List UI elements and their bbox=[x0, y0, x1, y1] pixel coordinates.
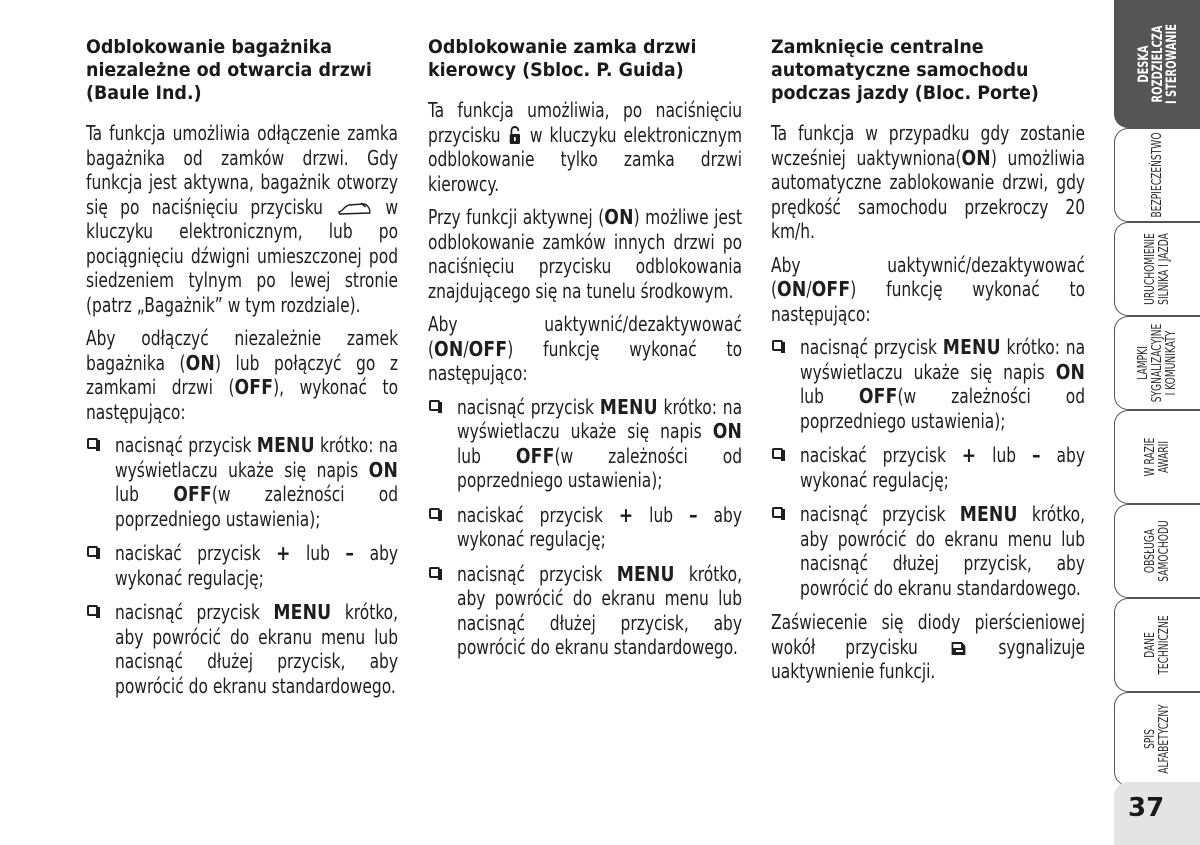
paragraph: Aby odłączyć niezależnie zamek bagażnika (ON) lub połączyć go z zamkami drzwi (OFF), wykonać to następująco: bbox=[86, 326, 399, 424]
checkbox-bullet-icon bbox=[772, 448, 783, 459]
trunk-button-icon bbox=[337, 201, 371, 217]
list-item: nacisnąć przycisk MENU krótko: na wyświetlaczu ukaże się napis ON lub OFF(w zależności od poprzedniego ustawienia); bbox=[428, 395, 742, 493]
checkbox-bullet-icon bbox=[772, 340, 783, 351]
list-item: nacisnąć przycisk MENU krótko, aby powrócić do ekranu menu lub nacisnąć dłużej przycisk, aby powrócić do ekranu standardowego. bbox=[771, 502, 1085, 600]
tab-obsluga[interactable]: OBSŁUGA SAMOCHODU bbox=[1114, 504, 1200, 598]
tab-uruchomienie[interactable]: URUCHOMIENIE SILNIKA I JAZDA bbox=[1114, 222, 1200, 316]
column-trunk-unlock bbox=[86, 36, 398, 708]
list-item: naciskać przycisk + lub – aby wykonać regulację; bbox=[86, 541, 398, 590]
checkbox-bullet-icon bbox=[429, 508, 440, 519]
checkbox-bullet-icon bbox=[87, 438, 98, 449]
checkbox-bullet-icon bbox=[87, 546, 98, 557]
list-item: nacisnąć przycisk MENU krótko, aby powrócić do ekranu menu lub nacisnąć dłużej przycisk, aby powrócić do ekranu standardowego. bbox=[428, 562, 742, 660]
instruction-list bbox=[428, 395, 742, 660]
instruction-list bbox=[771, 335, 1085, 600]
paragraph: Przy funkcji aktywnej (ON) możliwe jest odblokowanie zamków innych drzwi po naciśnięciu przycisku odblokowania znajdującego się na tunelu środkowym. bbox=[428, 205, 743, 303]
column-driver-door-unlock bbox=[428, 36, 742, 670]
page-number: 37 bbox=[1128, 793, 1165, 823]
section-title: Zamknięcie centralne automatyczne samochodu podczas jazdy (Bloc. Porte) bbox=[771, 36, 1039, 104]
checkbox-bullet-icon bbox=[87, 605, 98, 616]
padlock-open-icon bbox=[509, 126, 521, 145]
list-item: naciskać przycisk + lub – aby wykonać regulację; bbox=[771, 443, 1085, 492]
list-item: nacisnąć przycisk MENU krótko: na wyświetlaczu ukaże się napis ON lub OFF(w zależności od poprzedniego ustawienia); bbox=[771, 335, 1085, 433]
checkbox-bullet-icon bbox=[772, 507, 783, 518]
paragraph: Ta funkcja umożliwia, po naciśnięciu przycisku w kluczyku elektronicznym odblokowanie tylko zamka drzwi kierowcy. bbox=[428, 98, 743, 196]
tab-lampki[interactable]: LAMPKI SYGNALIZACYJNE I KOMUNIKATY bbox=[1114, 316, 1200, 410]
tab-bezpieczenstwo[interactable]: BEZPIECZEŃSTWO bbox=[1114, 128, 1200, 222]
tab-spis-alfabetyczny[interactable]: SPIS ALFABETYCZNY bbox=[1114, 692, 1200, 786]
door-lock-button-icon bbox=[949, 639, 966, 657]
tab-w-razie-awarii[interactable]: W RAZIE AWARII bbox=[1114, 410, 1200, 504]
section-title: Odblokowanie zamka drzwi kierowcy (Sbloc. P. Guida) bbox=[428, 36, 697, 81]
section-title: Odblokowanie bagażnika niezależne od otwarcia drzwi (Baule Ind.) bbox=[86, 36, 372, 104]
checkbox-bullet-icon bbox=[429, 567, 440, 578]
list-item: nacisnąć przycisk MENU krótko, aby powrócić do ekranu menu lub nacisnąć dłużej przycisk, aby powrócić do ekranu standardowego. bbox=[86, 600, 398, 698]
instruction-list bbox=[86, 433, 398, 698]
column-auto-lock bbox=[771, 36, 1085, 693]
paragraph: Ta funkcja w przypadku gdy zostanie wcześniej uaktywniona(ON) umożliwia automatyczne zablokowanie drzwi, gdy prędkość samochodu przekroczy 20 km/h. bbox=[771, 121, 1086, 243]
tab-dane-techniczne[interactable]: DANE TECHNICZNE bbox=[1114, 598, 1200, 692]
list-item: nacisnąć przycisk MENU krótko: na wyświetlaczu ukaże się napis ON lub OFF(w zależności od poprzedniego ustawienia); bbox=[86, 433, 398, 531]
list-item: naciskać przycisk + lub – aby wykonać regulację; bbox=[428, 503, 742, 552]
checkbox-bullet-icon bbox=[429, 400, 440, 411]
chapter-tabs bbox=[1110, 0, 1200, 845]
paragraph: Zaświecenie się diody pierścieniowej wokół przycisku sygnalizuje uaktywnienie funkcji. bbox=[771, 610, 1086, 683]
paragraph: Ta funkcja umożliwia odłączenie zamka bagażnika od zamków drzwi. Gdy funkcja jest aktywna, bagażnik otworzy się po naciśnięciu przycisku w kluczyku elektronicznym, lub po pociągnięciu dźwigni umieszczonej pod siedzeniem tylnym po lewej stronie (patrz „Bagażnik” w tym rozdziale). bbox=[86, 121, 399, 317]
tab-deska-rozdzielcza[interactable]: DESKA ROZDZIELCZA I STEROWANIE bbox=[1114, 0, 1200, 128]
paragraph: Aby uaktywnić/dezaktywować (ON/OFF) funkcję wykonać to następująco: bbox=[428, 312, 743, 385]
paragraph: Aby uaktywnić/dezaktywować (ON/OFF) funkcję wykonać to następująco: bbox=[771, 252, 1086, 326]
